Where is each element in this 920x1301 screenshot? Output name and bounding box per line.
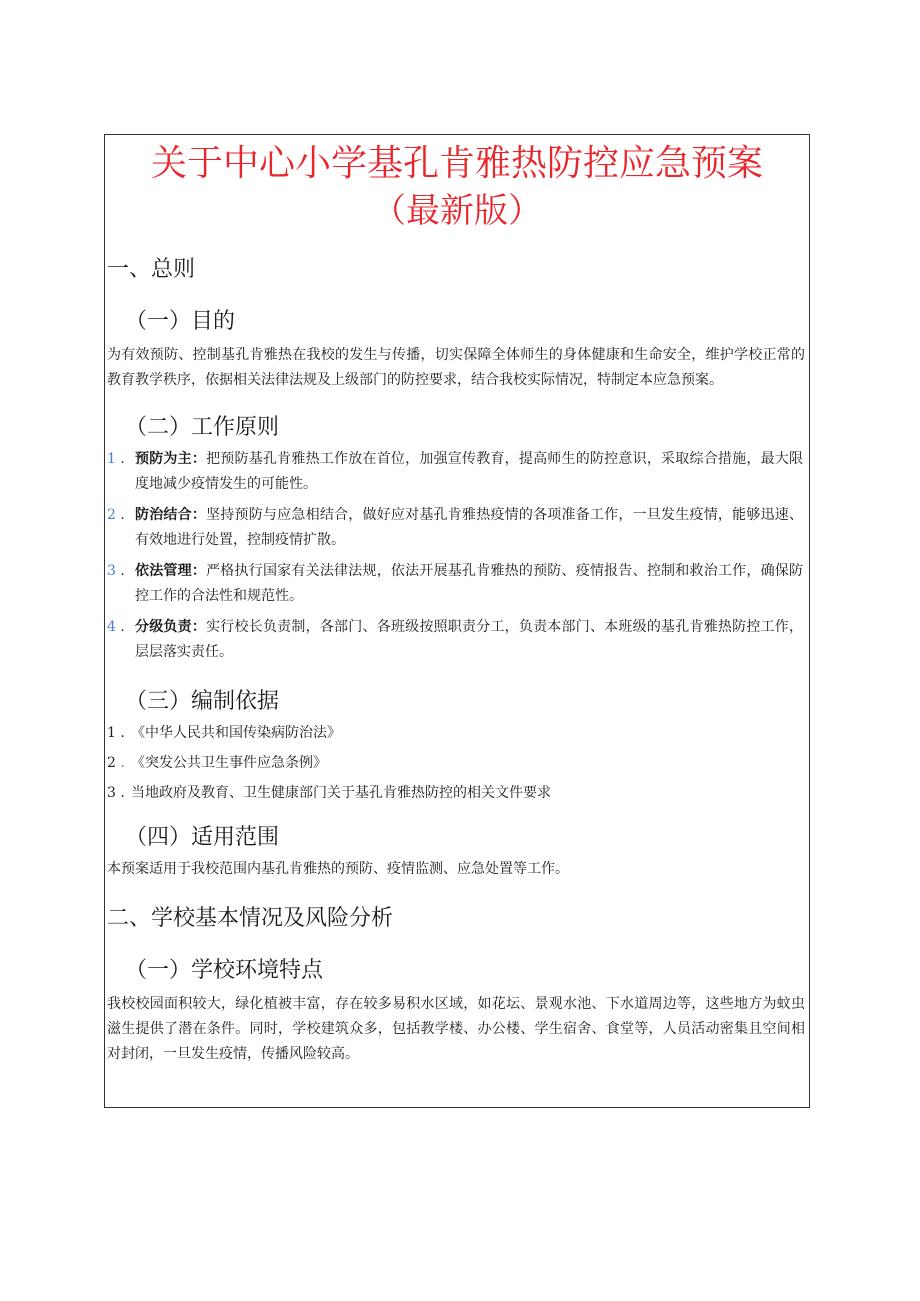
section-1-1-heading: （一）目的 (125, 309, 236, 334)
principle-number: 3 . (107, 563, 125, 579)
reference-text: 当地政府及教育、卫生健康部门关于基孔肯雅热防控的相关文件要求 (131, 785, 551, 801)
principle-label: 依法管理： (135, 563, 207, 579)
principle-number: 4 . (107, 619, 125, 635)
principle-label: 分级负责： (135, 619, 207, 635)
document-frame (104, 134, 810, 1108)
document-subtitle: （最新版） (372, 191, 542, 231)
reference-item (105, 721, 809, 745)
principle-item (105, 503, 809, 553)
reference-item (105, 751, 809, 775)
document-title: 关于中心小学基孔肯雅热防控应急预案 (150, 143, 763, 184)
reference-text: 《中华人民共和国传染病防治法》 (131, 725, 341, 741)
reference-number: 3 . (107, 785, 125, 801)
reference-number: 2 . (107, 755, 125, 771)
section-1-3-heading: （三）编制依据 (125, 689, 280, 714)
principle-number: 1 . (107, 451, 125, 467)
environment-paragraph: 我校校园面积较大，绿化植被丰富，存在较多易积水区域，如花坛、景观水池、下水道周边等，这些地方为蚊虫滋生提供了潜在条件。同时，学校建筑众多，包括教学楼、办公楼、学生宿舍、食堂等，人员活动密集且空间相对封闭，一旦发生疫情，传播风险较高。 (107, 996, 805, 1062)
section-1-heading: 一、总则 (107, 257, 196, 282)
section-2-heading: 二、学校基本情况及风险分析 (107, 906, 394, 931)
principle-label: 防治结合： (135, 507, 207, 523)
section-1-2-heading: （二）工作原则 (125, 415, 280, 440)
principle-item (105, 447, 809, 497)
principle-text: 实行校长负责制，各部门、各班级按照职责分工，负责本部门、本班级的基孔肯雅热防控工作，层层落实责任。 (135, 619, 804, 660)
principle-text: 坚持预防与应急相结合，做好应对基孔肯雅热疫情的各项准备工作，一旦发生疫情，能够迅速、有效地进行处置，控制疫情扩散。 (135, 507, 804, 548)
reference-number: 1 . (107, 725, 125, 741)
principle-number: 2 . (107, 507, 125, 523)
scope-paragraph: 本预案适用于我校范围内基孔肯雅热的预防、疫情监测、应急处置等工作。 (107, 861, 569, 877)
reference-text: 《突发公共卫生事件应急条例》 (131, 755, 327, 771)
principle-item (105, 559, 809, 609)
principle-item (105, 615, 809, 665)
purpose-paragraph: 为有效预防、控制基孔肯雅热在我校的发生与传播，切实保障全体师生的身体健康和生命安全，维护学校正常的教育教学秩序，依据相关法律法规及上级部门的防控要求，结合我校实际情况，特制定本应急预案。 (107, 347, 805, 388)
section-1-4-heading: （四）适用范围 (125, 825, 280, 850)
section-2-1-heading: （一）学校环境特点 (125, 958, 324, 983)
principle-label: 预防为主： (135, 451, 207, 467)
reference-item (105, 781, 809, 805)
principle-text: 把预防基孔肯雅热工作放在首位，加强宣传教育，提高师生的防控意识，采取综合措施，最大限度地减少疫情发生的可能性。 (135, 451, 804, 492)
principle-text: 严格执行国家有关法律法规，依法开展基孔肯雅热的预防、疫情报告、控制和救治工作，确保防控工作的合法性和规范性。 (135, 563, 804, 604)
